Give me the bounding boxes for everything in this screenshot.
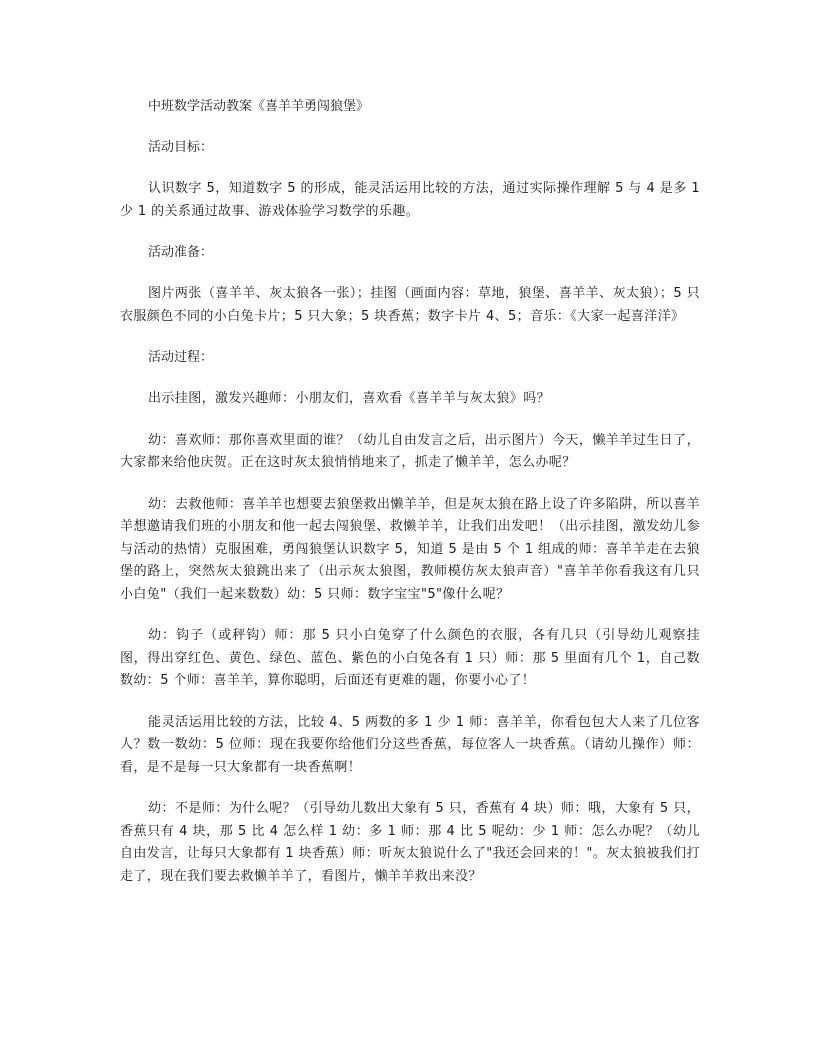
process-paragraph: 能灵活运用比较的方法，比较 4、5 两数的多 1 少 1 师：喜羊羊，你看包包大人来了几位客人？数一数幼：5 位师：现在我要你给他们分这些香蕉，每位客人一块香蕉。（请幼儿操作）师：看，是不是每一只大象都有一块香蕉啊！ bbox=[120, 714, 700, 775]
process-paragraph: 幼：钩子（或秤钩）师：那 5 只小白兔穿了什么颜色的衣服，各有几只（引导幼儿观察挂图，得出穿红色、黄色、绿色、蓝色、紫色的小白兔各有 1 只）师：那 5 里面有几个 1，自己数数幼：5 个师：喜羊羊，算你聪明，后面还有更难的题，你要小心了！ bbox=[120, 628, 700, 688]
document-page bbox=[120, 96, 700, 888]
document-title: 中班数学活动教案《喜羊羊勇闯狼堡》 bbox=[148, 99, 370, 114]
prep-heading: 活动准备： bbox=[148, 245, 214, 260]
process-paragraph: 幼：不是师：为什么呢？（引导幼儿数出大象有 5 只，香蕉有 4 块）师：哦，大象有 5 只，香蕉只有 4 块，那 5 比 4 怎么样 1 幼：多 1 师：那 4 比 5 呢幼：少 1 师：怎么办呢？（幼儿自由发言，让每只大象都有 1 块香蕉）师：听灰太狼说什么了"我还会回来的！"。灰太狼被我们打走了，现在我们要去救懒羊羊了，看图片，懒羊羊救出来没？ bbox=[120, 801, 700, 884]
process-paragraph: 出示挂图，激发兴趣师：小朋友们，喜欢看《喜羊羊与灰太狼》吗？ bbox=[148, 391, 551, 406]
process-paragraph: 幼：喜欢师：那你喜欢里面的谁？（幼儿自由发言之后，出示图片）今天，懒羊羊过生日了，大家都来给他庆贺。正在这时灰太狼悄悄地来了，抓走了懒羊羊，怎么办呢？ bbox=[120, 432, 700, 470]
prep-paragraph: 图片两张（喜羊羊、灰太狼各一张）；挂图（画面内容：草地，狼堡、喜羊羊、灰太狼）；5 只衣服颜色不同的小白兔卡片；5 只大象；5 块香蕉；数字卡片 4、5；音乐：《大家一起喜洋洋》 bbox=[120, 286, 700, 324]
process-heading: 活动过程： bbox=[148, 350, 214, 365]
process-paragraph: 幼：去救他师：喜羊羊也想要去狼堡救出懒羊羊，但是灰太狼在路上设了许多陷阱，所以喜羊羊想邀请我们班的小朋友和他一起去闯狼堡、救懒羊羊，让我们出发吧！（出示挂图，激发幼儿参与活动的热情）克服困难，勇闯狼堡认识数字 5，知道 5 是由 5 个 1 组成的师：喜羊羊走在去狼堡的路上，突然灰太狼跳出来了（出示灰太狼图，教师模仿灰太狼声音）"喜羊羊你看我这有几只小白兔"（我们一起来数数）幼：5 只师：数字宝宝"5"像什么呢？ bbox=[120, 496, 700, 602]
goal-paragraph: 认识数字 5，知道数字 5 的形成，能灵活运用比较的方法，通过实际操作理解 5 与 4 是多 1 少 1 的关系通过故事、游戏体验学习数学的乐趣。 bbox=[120, 181, 700, 219]
goal-heading: 活动目标： bbox=[148, 140, 214, 155]
